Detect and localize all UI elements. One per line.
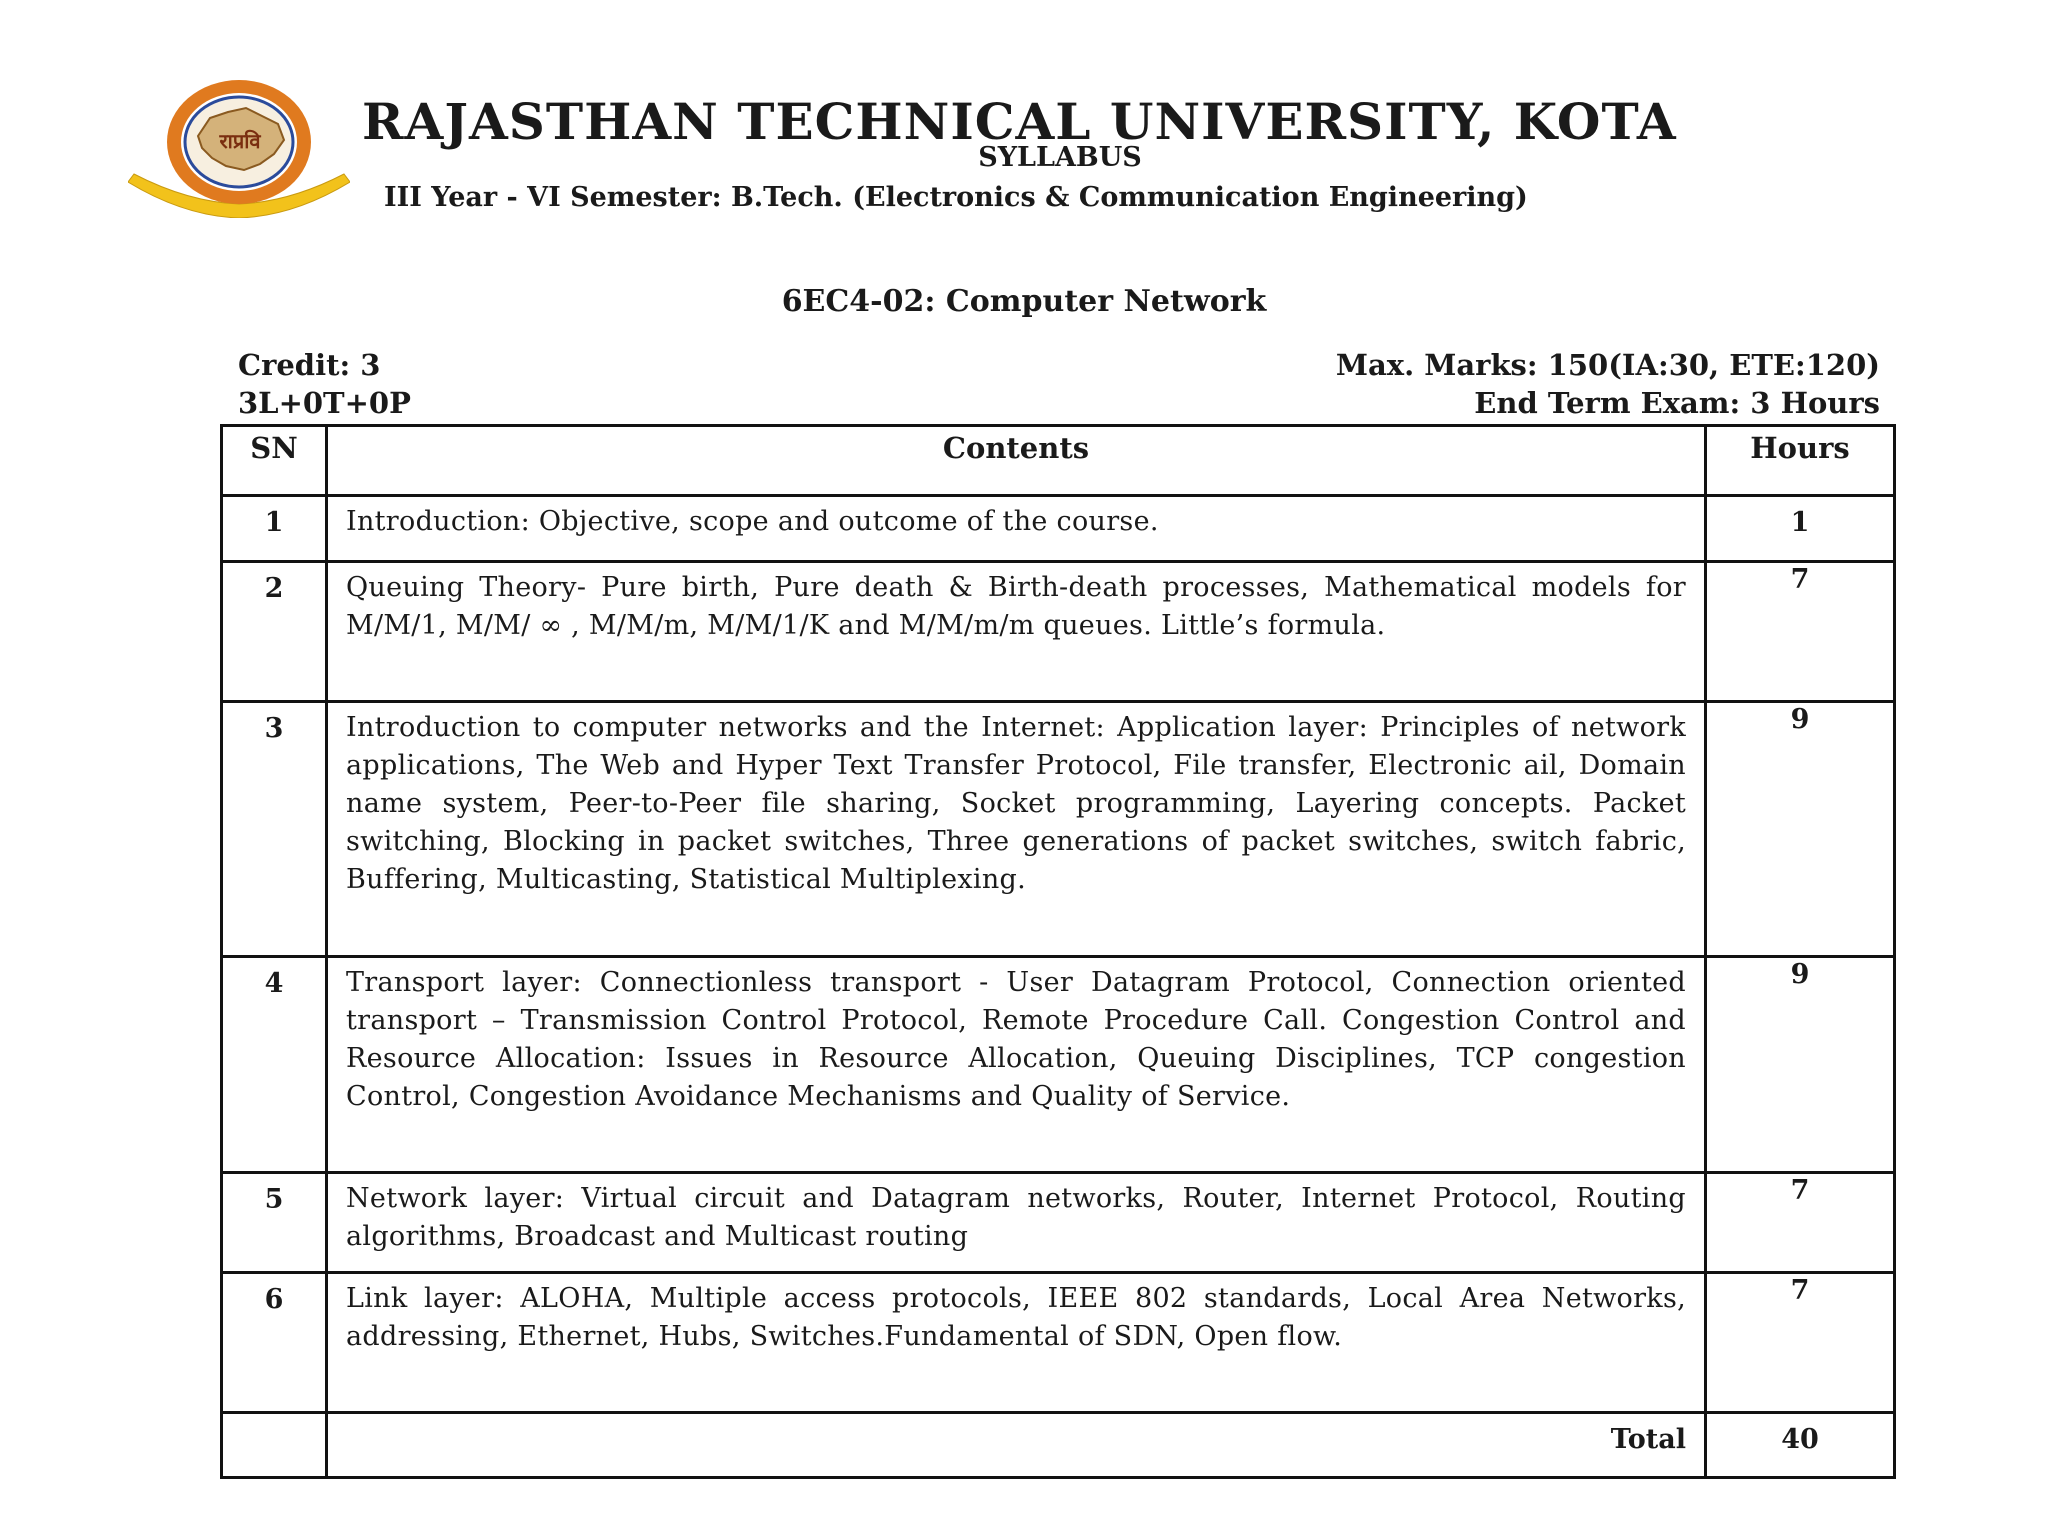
row-sn: 6 xyxy=(222,1273,327,1413)
row-content: Transport layer: Connectionless transport - User Datagram Protocol, Connection oriented transport – Transmission Control Protocol, Remote Procedure Call. Congestion Control and Resource Allocation: Issues in Resource Allocation, Queuing Disciplines, TCP congestion Control, Congestion Avoidance Mechanisms and Quality of Service. xyxy=(327,957,1706,1173)
row-sn: 5 xyxy=(222,1173,327,1273)
table-row xyxy=(222,1173,1895,1273)
semester-line: III Year - VI Semester: B.Tech. (Electronics & Communication Engineering) xyxy=(384,182,1528,213)
row-sn: 4 xyxy=(222,957,327,1173)
table-row xyxy=(222,1273,1895,1413)
header-sn: SN xyxy=(222,426,327,496)
table-total-row xyxy=(222,1413,1895,1478)
course-meta-right xyxy=(1336,346,1880,422)
row-sn: 2 xyxy=(222,562,327,702)
document-type: SYLLABUS xyxy=(978,142,1142,173)
row-sn: 3 xyxy=(222,702,327,957)
row-sn: 1 xyxy=(222,496,327,562)
university-title: RAJASTHAN TECHNICAL UNIVERSITY, KOTA xyxy=(362,92,1677,151)
row-hours: 9 xyxy=(1706,702,1895,957)
total-label: Total xyxy=(327,1413,1706,1478)
row-content: Queuing Theory- Pure birth, Pure death & Birth-death processes, Mathematical models for M/M/1, M/M/ ∞ , M/M/m, M/M/1/K and M/M/m/m queues. Little’s formula. xyxy=(327,562,1706,702)
university-logo xyxy=(128,78,350,218)
ltp: 3L+0T+0P xyxy=(238,386,411,420)
row-hours: 7 xyxy=(1706,562,1895,702)
row-hours: 9 xyxy=(1706,957,1895,1173)
row-hours: 1 xyxy=(1706,496,1895,562)
row-content: Network layer: Virtual circuit and Datagram networks, Router, Internet Protocol, Routing algorithms, Broadcast and Multicast routing xyxy=(327,1173,1706,1273)
table-row xyxy=(222,562,1895,702)
total-sn-empty xyxy=(222,1413,327,1478)
table-row xyxy=(222,496,1895,562)
row-content: Introduction to computer networks and the Internet: Application layer: Principles of network applications, The Web and Hyper Text Transfer Protocol, File transfer, Electronic ail, Domain name system, Peer-to-Peer file sharing, Socket programming, Layering concepts. Packet switching, Blocking in packet switches, Three generations of packet switches, switch fabric, Buffering, Multicasting, Statistical Multiplexing. xyxy=(327,702,1706,957)
header-contents: Contents xyxy=(327,426,1706,496)
total-hours: 40 xyxy=(1706,1413,1895,1478)
course-title: 6EC4-02: Computer Network xyxy=(781,284,1267,319)
table-header-row xyxy=(222,426,1895,496)
row-hours: 7 xyxy=(1706,1273,1895,1413)
max-marks: Max. Marks: 150(IA:30, ETE:120) xyxy=(1335,348,1880,382)
header-hours: Hours xyxy=(1706,426,1895,496)
row-content: Link layer: ALOHA, Multiple access protocols, IEEE 802 standards, Local Area Networks, addressing, Ethernet, Hubs, Switches.Fundamental of SDN, Open flow. xyxy=(327,1273,1706,1413)
row-content: Introduction: Objective, scope and outcome of the course. xyxy=(327,496,1706,562)
credit: Credit: 3 xyxy=(238,348,381,382)
course-meta-left xyxy=(238,346,411,422)
table-row xyxy=(222,702,1895,957)
syllabus-table xyxy=(220,424,1896,1479)
row-hours: 7 xyxy=(1706,1173,1895,1273)
exam-duration: End Term Exam: 3 Hours xyxy=(1474,386,1880,420)
table-row xyxy=(222,957,1895,1173)
logo-text: राप्रवि xyxy=(219,129,261,153)
